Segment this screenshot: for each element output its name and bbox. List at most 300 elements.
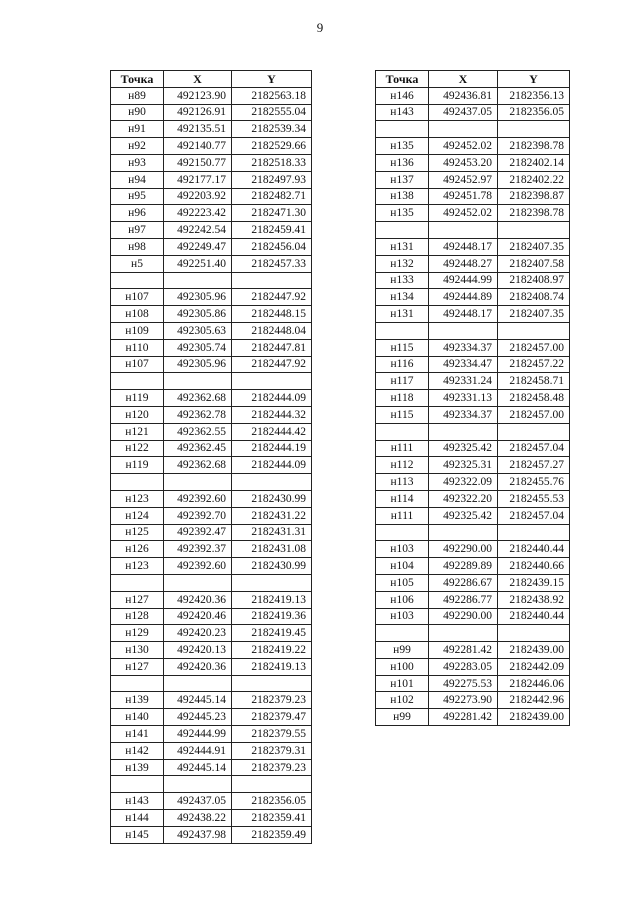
table-row <box>376 440 570 457</box>
table-row <box>376 222 570 239</box>
cell-x: 492444.99 <box>164 726 232 743</box>
cell-x: 492362.68 <box>164 457 232 474</box>
cell-y: 2182440.44 <box>498 608 570 625</box>
cell-x: 492322.09 <box>429 474 498 491</box>
cell-y: 2182379.31 <box>232 742 312 759</box>
table-row <box>376 658 570 675</box>
table-row <box>376 104 570 121</box>
table-row <box>376 591 570 608</box>
table-row <box>111 742 312 759</box>
cell-point: н123 <box>111 558 164 575</box>
cell-point: н114 <box>376 490 429 507</box>
cell-y <box>498 121 570 138</box>
cell-x: 492448.17 <box>429 238 498 255</box>
cell-y: 2182456.04 <box>232 238 312 255</box>
table-row <box>111 810 312 827</box>
table-row <box>111 238 312 255</box>
cell-point <box>376 423 429 440</box>
cell-x: 492273.90 <box>429 692 498 709</box>
table-row <box>111 188 312 205</box>
cell-x <box>429 625 498 642</box>
table-row <box>111 154 312 171</box>
cell-point: н107 <box>111 356 164 373</box>
cell-x: 492281.42 <box>429 642 498 659</box>
cell-x: 492305.96 <box>164 356 232 373</box>
cell-x: 492437.05 <box>429 104 498 121</box>
cell-x: 492325.31 <box>429 457 498 474</box>
cell-x <box>429 423 498 440</box>
cell-point: н90 <box>111 104 164 121</box>
table-row <box>111 171 312 188</box>
column-header-y: Y <box>498 71 570 88</box>
table-row <box>376 272 570 289</box>
cell-x: 492242.54 <box>164 222 232 239</box>
cell-x <box>164 675 232 692</box>
cell-x: 492445.14 <box>164 692 232 709</box>
cell-y: 2182408.97 <box>498 272 570 289</box>
cell-point: н118 <box>376 390 429 407</box>
cell-point: н99 <box>376 642 429 659</box>
table-row <box>376 709 570 726</box>
cell-x <box>429 322 498 339</box>
cell-y: 2182379.55 <box>232 726 312 743</box>
cell-x: 492249.47 <box>164 238 232 255</box>
cell-y: 2182419.13 <box>232 658 312 675</box>
cell-y: 2182447.92 <box>232 356 312 373</box>
cell-point: н139 <box>111 759 164 776</box>
cell-point: н146 <box>376 87 429 104</box>
cell-point: н144 <box>111 810 164 827</box>
table-row <box>376 255 570 272</box>
cell-y: 2182379.47 <box>232 709 312 726</box>
table-row <box>376 692 570 709</box>
cell-point <box>111 373 164 390</box>
table-row <box>111 558 312 575</box>
cell-point <box>111 574 164 591</box>
cell-point: н89 <box>111 87 164 104</box>
cell-x: 492444.89 <box>429 289 498 306</box>
cell-y: 2182419.22 <box>232 642 312 659</box>
cell-point: н115 <box>376 339 429 356</box>
cell-x: 492444.99 <box>429 272 498 289</box>
cell-point: н96 <box>111 205 164 222</box>
table-row <box>111 625 312 642</box>
table-row <box>376 642 570 659</box>
cell-point: н113 <box>376 474 429 491</box>
table-row <box>111 826 312 843</box>
cell-y: 2182430.99 <box>232 558 312 575</box>
cell-y: 2182448.15 <box>232 306 312 323</box>
cell-y: 2182430.99 <box>232 490 312 507</box>
table-row <box>111 524 312 541</box>
cell-x: 492362.45 <box>164 440 232 457</box>
cell-point: н135 <box>376 205 429 222</box>
cell-x: 492305.74 <box>164 339 232 356</box>
cell-x: 492177.17 <box>164 171 232 188</box>
cell-y: 2182356.05 <box>498 104 570 121</box>
cell-y: 2182447.92 <box>232 289 312 306</box>
cell-x: 492325.42 <box>429 507 498 524</box>
cell-point: н91 <box>111 121 164 138</box>
cell-x: 492223.42 <box>164 205 232 222</box>
cell-point <box>376 524 429 541</box>
cell-y: 2182457.00 <box>498 339 570 356</box>
cell-x: 492445.14 <box>164 759 232 776</box>
table-row <box>111 373 312 390</box>
cell-point: н116 <box>376 356 429 373</box>
cell-y: 2182402.22 <box>498 171 570 188</box>
table-row <box>111 87 312 104</box>
table-row <box>111 289 312 306</box>
cell-y: 2182444.42 <box>232 423 312 440</box>
cell-point: н133 <box>376 272 429 289</box>
cell-x: 492286.67 <box>429 574 498 591</box>
cell-point: н111 <box>376 507 429 524</box>
cell-point: н103 <box>376 541 429 558</box>
table-row <box>111 591 312 608</box>
cell-y <box>232 675 312 692</box>
cell-y: 2182497.93 <box>232 171 312 188</box>
cell-point <box>111 776 164 793</box>
table-row <box>111 322 312 339</box>
cell-point <box>111 474 164 491</box>
cell-y: 2182518.33 <box>232 154 312 171</box>
table-row <box>376 474 570 491</box>
table-row <box>376 541 570 558</box>
cell-y <box>498 222 570 239</box>
cell-point: н132 <box>376 255 429 272</box>
cell-x: 492126.91 <box>164 104 232 121</box>
cell-y: 2182442.09 <box>498 658 570 675</box>
cell-y: 2182457.22 <box>498 356 570 373</box>
cell-y: 2182457.33 <box>232 255 312 272</box>
cell-x: 492362.55 <box>164 423 232 440</box>
cell-point: н117 <box>376 373 429 390</box>
cell-point: н143 <box>376 104 429 121</box>
page-number: 9 <box>316 20 324 35</box>
cell-y: 2182379.23 <box>232 692 312 709</box>
cell-point: н104 <box>376 558 429 575</box>
cell-x: 492452.97 <box>429 171 498 188</box>
cell-x: 492392.60 <box>164 490 232 507</box>
cell-y: 2182407.35 <box>498 306 570 323</box>
cell-y: 2182447.81 <box>232 339 312 356</box>
cell-y <box>232 776 312 793</box>
cell-x: 492362.78 <box>164 406 232 423</box>
table-row <box>111 608 312 625</box>
table-row <box>376 205 570 222</box>
cell-y <box>498 322 570 339</box>
table-body-right <box>376 87 570 725</box>
column-header-x: X <box>164 71 232 88</box>
cell-y: 2182459.41 <box>232 222 312 239</box>
table-row <box>376 339 570 356</box>
table-header-row <box>376 71 570 88</box>
cell-x: 492286.77 <box>429 591 498 608</box>
cell-point <box>376 625 429 642</box>
table-row <box>376 238 570 255</box>
cell-x: 492392.47 <box>164 524 232 541</box>
cell-y <box>232 574 312 591</box>
cell-y: 2182455.76 <box>498 474 570 491</box>
table-row <box>111 222 312 239</box>
table-row <box>111 121 312 138</box>
cell-x <box>429 121 498 138</box>
cell-x: 492448.17 <box>429 306 498 323</box>
column-header-point: Точка <box>376 71 429 88</box>
cell-point: н131 <box>376 238 429 255</box>
column-header-y: Y <box>232 71 312 88</box>
cell-y: 2182457.04 <box>498 507 570 524</box>
cell-y: 2182563.18 <box>232 87 312 104</box>
table-row <box>111 138 312 155</box>
table-row <box>111 574 312 591</box>
table-row <box>111 255 312 272</box>
cell-y: 2182444.32 <box>232 406 312 423</box>
cell-point: н101 <box>376 675 429 692</box>
table-row <box>376 171 570 188</box>
table-row <box>376 490 570 507</box>
table-row <box>111 726 312 743</box>
cell-point: н107 <box>111 289 164 306</box>
table-row <box>111 306 312 323</box>
cell-x: 492453.20 <box>429 154 498 171</box>
table-row <box>111 759 312 776</box>
cell-x: 492135.51 <box>164 121 232 138</box>
cell-y: 2182458.71 <box>498 373 570 390</box>
table-row <box>111 541 312 558</box>
table-row <box>376 625 570 642</box>
table-row <box>376 154 570 171</box>
cell-point: н110 <box>111 339 164 356</box>
cell-y: 2182398.78 <box>498 205 570 222</box>
cell-point: н131 <box>376 306 429 323</box>
cell-y: 2182457.27 <box>498 457 570 474</box>
coordinates-table-right <box>375 70 570 726</box>
cell-point: н94 <box>111 171 164 188</box>
table-row <box>111 776 312 793</box>
cell-point: н139 <box>111 692 164 709</box>
cell-y: 2182431.22 <box>232 507 312 524</box>
cell-y: 2182398.78 <box>498 138 570 155</box>
table-row <box>111 390 312 407</box>
table-row <box>111 507 312 524</box>
cell-y: 2182455.53 <box>498 490 570 507</box>
cell-point <box>111 675 164 692</box>
cell-y: 2182419.13 <box>232 591 312 608</box>
cell-point: н129 <box>111 625 164 642</box>
table-body-left <box>111 87 312 843</box>
cell-y: 2182444.19 <box>232 440 312 457</box>
cell-y <box>232 272 312 289</box>
table-row <box>111 490 312 507</box>
cell-x: 492283.05 <box>429 658 498 675</box>
cell-y: 2182438.92 <box>498 591 570 608</box>
cell-point: н136 <box>376 154 429 171</box>
cell-y: 2182539.34 <box>232 121 312 138</box>
cell-x: 492452.02 <box>429 138 498 155</box>
cell-y <box>498 524 570 541</box>
cell-x: 492420.23 <box>164 625 232 642</box>
table-row <box>111 692 312 709</box>
table-row <box>111 658 312 675</box>
cell-point: н108 <box>111 306 164 323</box>
cell-y: 2182482.71 <box>232 188 312 205</box>
cell-x: 492420.36 <box>164 658 232 675</box>
cell-y: 2182446.06 <box>498 675 570 692</box>
cell-point: н138 <box>376 188 429 205</box>
cell-point <box>376 222 429 239</box>
table-row <box>376 138 570 155</box>
table-row <box>376 356 570 373</box>
cell-x: 492203.92 <box>164 188 232 205</box>
cell-x <box>164 474 232 491</box>
cell-x: 492448.27 <box>429 255 498 272</box>
cell-point: н95 <box>111 188 164 205</box>
cell-point <box>376 322 429 339</box>
cell-x: 492281.42 <box>429 709 498 726</box>
cell-x: 492150.77 <box>164 154 232 171</box>
cell-y: 2182402.14 <box>498 154 570 171</box>
cell-y: 2182458.48 <box>498 390 570 407</box>
cell-y: 2182356.05 <box>232 793 312 810</box>
cell-y: 2182359.41 <box>232 810 312 827</box>
cell-y: 2182555.04 <box>232 104 312 121</box>
cell-x <box>429 222 498 239</box>
cell-y: 2182529.66 <box>232 138 312 155</box>
cell-point: н122 <box>111 440 164 457</box>
cell-x: 492392.37 <box>164 541 232 558</box>
cell-x: 492251.40 <box>164 255 232 272</box>
cell-x: 492289.89 <box>429 558 498 575</box>
table-row <box>111 356 312 373</box>
table-row <box>111 339 312 356</box>
cell-x: 492325.42 <box>429 440 498 457</box>
table-row <box>376 306 570 323</box>
table-row <box>111 440 312 457</box>
coordinates-table-left <box>110 70 312 844</box>
cell-point: н137 <box>376 171 429 188</box>
table-row <box>376 406 570 423</box>
cell-x: 492392.60 <box>164 558 232 575</box>
cell-x: 492362.68 <box>164 390 232 407</box>
cell-x <box>164 776 232 793</box>
table-row <box>111 423 312 440</box>
cell-x: 492452.02 <box>429 205 498 222</box>
cell-y: 2182419.36 <box>232 608 312 625</box>
cell-point: н112 <box>376 457 429 474</box>
cell-y: 2182431.31 <box>232 524 312 541</box>
table-row <box>111 474 312 491</box>
cell-y <box>498 423 570 440</box>
cell-y <box>232 373 312 390</box>
cell-point: н127 <box>111 591 164 608</box>
cell-point: н142 <box>111 742 164 759</box>
cell-x: 492437.98 <box>164 826 232 843</box>
cell-x: 492305.96 <box>164 289 232 306</box>
cell-point: н141 <box>111 726 164 743</box>
cell-point: н134 <box>376 289 429 306</box>
cell-x: 492123.90 <box>164 87 232 104</box>
cell-point: н145 <box>111 826 164 843</box>
cell-point: н98 <box>111 238 164 255</box>
table-row <box>376 322 570 339</box>
cell-point: н97 <box>111 222 164 239</box>
cell-y: 2182457.00 <box>498 406 570 423</box>
table-row <box>376 289 570 306</box>
cell-x: 492444.91 <box>164 742 232 759</box>
cell-x: 492436.81 <box>429 87 498 104</box>
cell-y: 2182444.09 <box>232 457 312 474</box>
column-header-x: X <box>429 71 498 88</box>
cell-point <box>111 272 164 289</box>
cell-point: н126 <box>111 541 164 558</box>
table-row <box>376 608 570 625</box>
table-row <box>376 675 570 692</box>
column-header-point: Точка <box>111 71 164 88</box>
cell-y: 2182379.23 <box>232 759 312 776</box>
cell-point: н106 <box>376 591 429 608</box>
cell-point: н103 <box>376 608 429 625</box>
cell-y: 2182439.00 <box>498 642 570 659</box>
table-row <box>111 793 312 810</box>
table-row <box>376 558 570 575</box>
cell-point: н5 <box>111 255 164 272</box>
table-row <box>376 423 570 440</box>
cell-point: н128 <box>111 608 164 625</box>
cell-x: 492275.53 <box>429 675 498 692</box>
cell-y: 2182471.30 <box>232 205 312 222</box>
cell-y: 2182407.35 <box>498 238 570 255</box>
cell-y: 2182457.04 <box>498 440 570 457</box>
table-header-row <box>111 71 312 88</box>
cell-point: н105 <box>376 574 429 591</box>
cell-point <box>376 121 429 138</box>
cell-point: н125 <box>111 524 164 541</box>
cell-y: 2182407.58 <box>498 255 570 272</box>
cell-point: н115 <box>376 406 429 423</box>
table-row <box>376 507 570 524</box>
cell-y: 2182439.00 <box>498 709 570 726</box>
table-row <box>376 574 570 591</box>
cell-point: н111 <box>376 440 429 457</box>
table-row <box>111 642 312 659</box>
cell-y: 2182359.49 <box>232 826 312 843</box>
cell-point: н123 <box>111 490 164 507</box>
cell-x: 492437.05 <box>164 793 232 810</box>
table-row <box>111 104 312 121</box>
cell-y: 2182419.45 <box>232 625 312 642</box>
cell-x: 492451.78 <box>429 188 498 205</box>
table-row <box>111 709 312 726</box>
cell-y: 2182444.09 <box>232 390 312 407</box>
cell-x: 492331.24 <box>429 373 498 390</box>
cell-y: 2182442.96 <box>498 692 570 709</box>
cell-y: 2182440.66 <box>498 558 570 575</box>
cell-y: 2182448.04 <box>232 322 312 339</box>
cell-point: н119 <box>111 457 164 474</box>
cell-point: н93 <box>111 154 164 171</box>
cell-point: н130 <box>111 642 164 659</box>
cell-y: 2182398.87 <box>498 188 570 205</box>
cell-point: н140 <box>111 709 164 726</box>
cell-x: 492334.37 <box>429 406 498 423</box>
cell-x: 492140.77 <box>164 138 232 155</box>
cell-y: 2182408.74 <box>498 289 570 306</box>
cell-y: 2182440.44 <box>498 541 570 558</box>
cell-x <box>429 524 498 541</box>
table-row <box>111 272 312 289</box>
